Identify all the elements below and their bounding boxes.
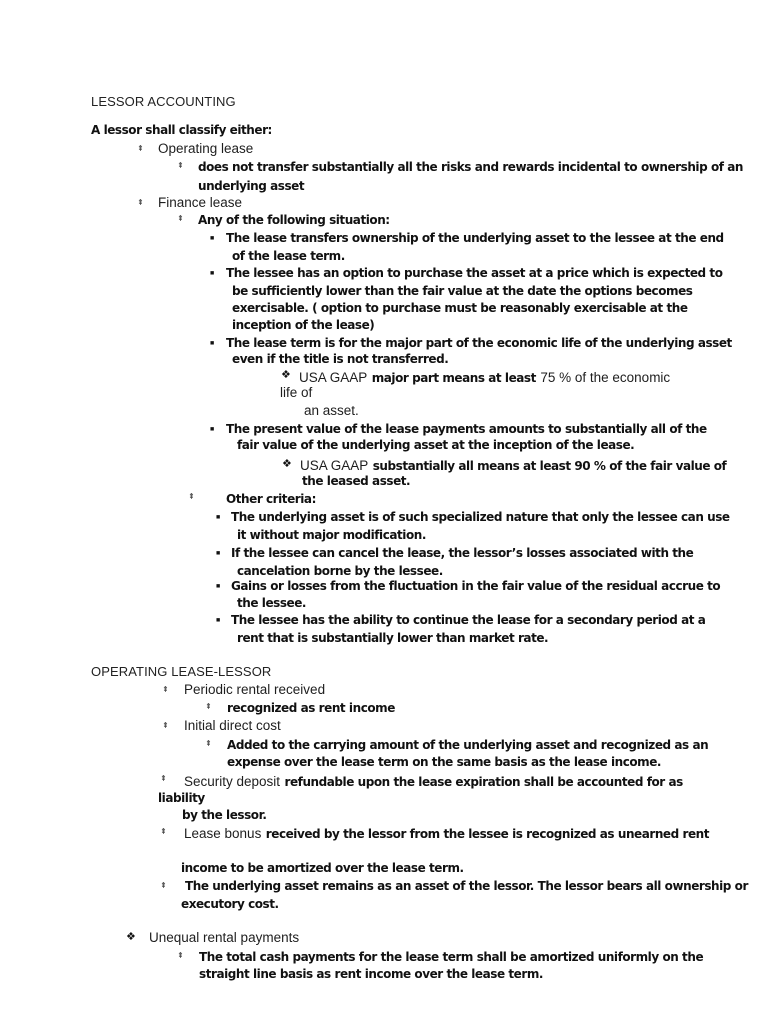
security-deposit-line-2: liability [158, 791, 205, 805]
finance-situation: Any of the following situation: [198, 213, 390, 227]
arrow-bullet-icon: ⇞ [162, 721, 169, 730]
arrow-bullet-icon: ⇞ [137, 198, 144, 207]
usa-gaap-note-1 [299, 368, 670, 387]
other-4-line-2: rent that is substantially lower than market rate. [237, 631, 549, 645]
criterion-2-line-3: exercisable. ( option to purchase must be reasonably exercisable at the [232, 301, 688, 315]
lessor-intro: A lessor shall classify either: [91, 123, 272, 137]
arrow-bullet-icon: ⇞ [177, 161, 184, 170]
lease-bonus-text: received by the lessor from the lessee is recognized as unearned rent [265, 827, 710, 841]
other-3-line-1: Gains or losses from the fluctuation in the fair value of the residual accrue to [231, 579, 721, 593]
diamond-bullet-icon: ❖ [126, 931, 136, 943]
other-4-line-1: The lessee has the ability to continue the lease for a secondary period at a [231, 613, 706, 627]
other-1-line-2: it without major modification. [237, 528, 426, 542]
finance-lease-label: Finance lease [158, 195, 243, 210]
lease-bonus-line-1 [184, 824, 709, 843]
arrow-bullet-icon: ⇞ [177, 214, 184, 223]
usa-gaap-text: substantially all means at least 90 % of the fair value of [372, 459, 727, 473]
arrow-bullet-icon: ⇞ [188, 492, 195, 501]
usa-gaap-note-2-line-2: the leased asset. [302, 474, 411, 488]
usa-gaap-label: USA GAAP [299, 370, 368, 385]
square-bullet-icon: ■ [210, 340, 215, 347]
other-2-line-2: cancelation borne by the lessee. [237, 564, 443, 578]
security-deposit-text: refundable upon the lease expiration shall be accounted for as [284, 775, 683, 789]
arrow-bullet-icon: ⇞ [205, 739, 212, 748]
initial-direct-cost-label: Initial direct cost [184, 718, 281, 733]
security-deposit-label: Security deposit [184, 774, 281, 789]
criterion-2-line-2: be sufficiently lower than the fair value at the date the options becomes [232, 284, 693, 298]
usa-gaap-label: USA GAAP [300, 458, 369, 473]
operating-lease-desc-1: does not transfer substantially all the risks and rewards incidental to ownership of an [198, 160, 743, 174]
diamond-bullet-icon: ❖ [281, 369, 291, 381]
criterion-2-line-4: inception of the lease) [232, 318, 375, 332]
usa-gaap-note-1-line-3: an asset. [304, 403, 359, 418]
periodic-rental-detail: recognized as rent income [227, 701, 395, 715]
initial-direct-cost-line-2: expense over the lease term on the same basis as the lease income. [227, 755, 662, 769]
initial-direct-cost-line-1: Added to the carrying amount of the underlying asset and recognized as an [227, 738, 709, 752]
criterion-3-line-2: even if the title is not transferred. [232, 352, 449, 366]
arrow-bullet-icon: ⇞ [137, 144, 144, 153]
square-bullet-icon: ■ [210, 270, 215, 277]
security-deposit-line-3: by the lessor. [182, 808, 267, 822]
lessor-accounting-heading: LESSOR ACCOUNTING [91, 94, 236, 109]
unequal-rental-line-2: straight line basis as rent income over the lease term. [199, 967, 543, 981]
lease-bonus-line-2: income to be amortized over the lease term. [181, 861, 464, 875]
arrow-bullet-icon: ⇞ [160, 774, 167, 783]
square-bullet-icon: ■ [216, 583, 221, 590]
diamond-bullet-icon: ❖ [282, 458, 292, 470]
operating-lease-desc-2: underlying asset [198, 179, 305, 193]
operating-lease-lessor-heading: OPERATING LEASE-LESSOR [91, 664, 272, 679]
criterion-1-line-1: The lease transfers ownership of the underlying asset to the lessee at the end [226, 231, 724, 245]
square-bullet-icon: ■ [216, 514, 221, 521]
unequal-rental-line-1: The total cash payments for the lease term shall be amortized uniformly on the [199, 950, 704, 964]
underlying-asset-line-1: The underlying asset remains as an asset of the lessor. The lessor bears all ownership or [185, 879, 748, 893]
other-2-line-1: If the lessee can cancel the lease, the lessor’s losses associated with the [231, 546, 694, 560]
arrow-bullet-icon: ⇞ [205, 702, 212, 711]
usa-gaap-percent: 75 % of the economic [540, 370, 671, 385]
unequal-rental-label: Unequal rental payments [149, 930, 300, 945]
criterion-1-line-2: of the lease term. [232, 249, 345, 263]
lease-bonus-label: Lease bonus [184, 826, 262, 841]
square-bullet-icon: ■ [216, 550, 221, 557]
criterion-4-line-2: fair value of the underlying asset at the inception of the lease. [237, 438, 635, 452]
other-1-line-1: The underlying asset is of such specialized nature that only the lessee can use [231, 510, 730, 524]
square-bullet-icon: ■ [210, 426, 215, 433]
usa-gaap-note-1-line-2: life of [280, 385, 313, 400]
arrow-bullet-icon: ⇞ [160, 827, 167, 836]
arrow-bullet-icon: ⇞ [177, 951, 184, 960]
arrow-bullet-icon: ⇞ [162, 685, 169, 694]
usa-gaap-text: major part means at least [371, 371, 536, 385]
periodic-rental-label: Periodic rental received [184, 682, 326, 697]
arrow-bullet-icon: ⇞ [160, 881, 167, 890]
other-criteria: Other criteria: [226, 492, 316, 506]
usa-gaap-note-2 [300, 456, 726, 475]
square-bullet-icon: ■ [216, 617, 221, 624]
criterion-3-line-1: The lease term is for the major part of the economic life of the underlying asset [226, 336, 732, 350]
operating-lease-label: Operating lease [158, 141, 254, 156]
other-3-line-2: the lessee. [237, 596, 307, 610]
underlying-asset-line-2: executory cost. [181, 897, 279, 911]
security-deposit-line-1 [184, 772, 683, 791]
square-bullet-icon: ■ [210, 235, 215, 242]
criterion-2-line-1: The lessee has an option to purchase the asset at a price which is expected to [226, 266, 723, 280]
criterion-4-line-1: The present value of the lease payments amounts to substantially all of the [226, 422, 707, 436]
